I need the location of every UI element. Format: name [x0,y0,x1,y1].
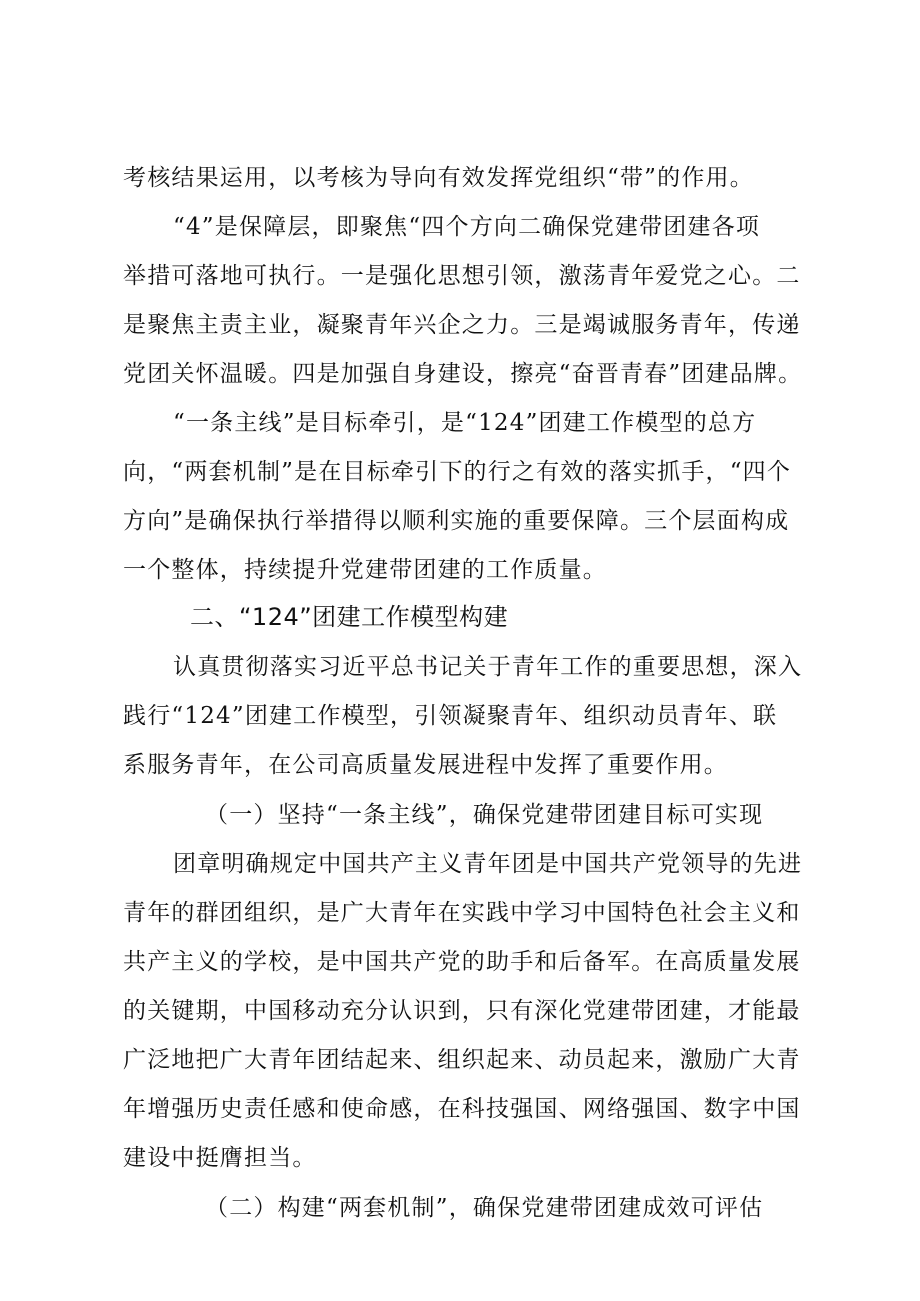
body-line-9: 一个整体，持续提升党建带团建的工作质量。 [123,557,607,583]
body-line-18: 年增强历史责任感和使命感，在科技强国、网络强国、数字中国 [123,1096,801,1122]
body-line-17: 广泛地把广大青年团结起来、组织起来、动员起来，激励广大青 [123,1047,801,1073]
body-line-13: 团章明确规定中国共产主义青年团是中国共产党领导的先进 [173,851,803,877]
body-line-14: 青年的群团组织，是广大青年在实践中学习中国特色社会主义和 [123,900,801,926]
body-line-4: 是聚焦主责主业，凝聚青年兴企之力。三是竭诚服务青年，传递 [123,312,801,338]
subsection-heading-1: （一）坚持“一条主线”，确保党建带团建目标可实现 [205,802,764,828]
body-line-7: 向，“两套机制”是在目标牵引下的行之有效的落实抓手，“四个 [123,459,792,485]
body-line-12: 系服务青年，在公司高质量发展进程中发挥了重要作用。 [123,752,728,778]
body-line-11: 践行“124”团建工作模型，引领凝聚青年、组织动员青年、联 [123,703,778,729]
body-line-15: 共产主义的学校，是中国共产党的助手和后备军。在高质量发展 [123,949,801,975]
section-heading: 二、“124”团建工作模型构建 [190,603,509,631]
body-line-2: “4”是保障层，即聚焦“四个方向二确保党建带团建各项 [173,214,761,240]
body-line-5: 党团关怀温暖。四是加强自身建设，擦亮“奋晋青春”团建品牌。 [123,361,803,387]
body-line-19: 建设中挺膺担当。 [123,1145,317,1171]
body-line-10: 认真贯彻落实习近平总书记关于青年工作的重要思想，深入 [173,654,803,680]
subsection-heading-2: （二）构建“两套机制”，确保党建带团建成效可评估 [205,1195,764,1221]
body-line-8: 方向”是确保执行举措得以顺利实施的重要保障。三个层面构成 [123,508,790,534]
body-line-1: 考核结果运用，以考核为导向有效发挥党组织“带”的作用。 [123,165,754,191]
body-line-16: 的关键期，中国移动充分认识到，只有深化党建带团建，才能最 [123,998,801,1024]
body-line-6: “一条主线”是目标牵引，是“124”团建工作模型的总方 [173,410,757,436]
body-line-3: 举措可落地可执行。一是强化思想引领，激荡青年爱党之心。二 [123,263,801,289]
